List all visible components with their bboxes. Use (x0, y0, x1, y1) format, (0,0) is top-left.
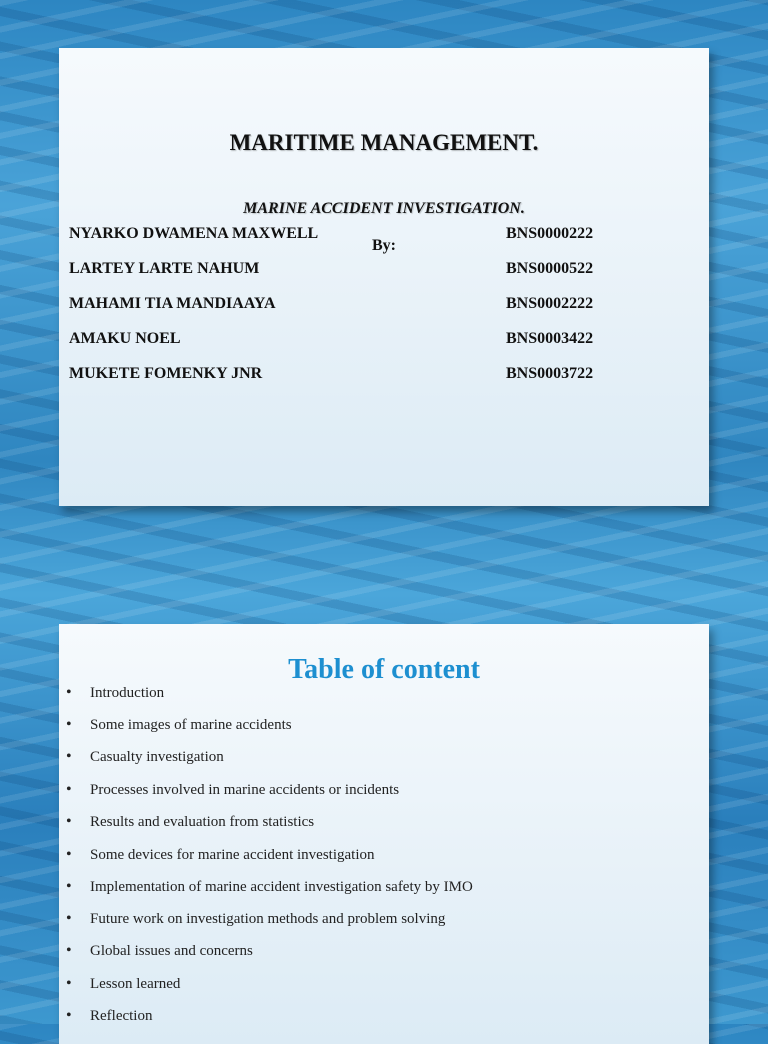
bullet-icon: • (66, 942, 72, 959)
toc-item-label: Global issues and concerns (90, 943, 253, 959)
bullet-icon: • (66, 781, 72, 798)
table-of-content-slide (59, 624, 709, 1044)
bullet-icon: • (66, 878, 72, 895)
author-id: BNS0000522 (506, 260, 594, 277)
author-id: BNS0000222 (506, 225, 594, 242)
slide-title: MARITIME MANAGEMENT. (229, 130, 539, 155)
author-id: BNS0002222 (506, 295, 594, 312)
author-name: AMAKU NOEL (69, 330, 181, 347)
toc-item-label: Some images of marine accidents (90, 717, 292, 733)
toc-item-label: Some devices for marine accident investigation (90, 847, 375, 863)
title-slide (59, 48, 709, 506)
slide-subtitle: MARINE ACCIDENT INVESTIGATION. (243, 200, 525, 217)
bullet-icon: • (66, 910, 72, 927)
author-id: BNS0003422 (506, 330, 594, 347)
toc-item-label: Future work on investigation methods and problem solving (90, 911, 446, 927)
toc-item-label: Implementation of marine accident investigation safety by IMO (90, 879, 473, 895)
by-label: By: (372, 237, 396, 254)
author-name: LARTEY LARTE NAHUM (69, 260, 260, 277)
bullet-icon: • (66, 813, 72, 830)
toc-item-label: Processes involved in marine accidents or incidents (90, 782, 400, 798)
toc-item-label: Introduction (90, 685, 165, 701)
toc-item-label: Results and evaluation from statistics (90, 814, 315, 830)
bullet-icon: • (66, 846, 72, 863)
bullet-icon: • (66, 748, 72, 765)
bullet-icon: • (66, 684, 72, 701)
bullet-icon: • (66, 975, 72, 992)
author-name: NYARKO DWAMENA MAXWELL (69, 225, 319, 242)
toc-item-label: Lesson learned (90, 976, 181, 992)
toc-item-label: Casualty investigation (90, 749, 224, 765)
bullet-icon: • (66, 716, 72, 733)
author-name: MAHAMI TIA MANDIAAYA (69, 295, 276, 312)
author-id: BNS0003722 (506, 365, 594, 382)
toc-item-label: Reflection (90, 1008, 153, 1024)
bullet-icon: • (66, 1007, 72, 1024)
toc-title: Table of content (288, 654, 480, 685)
author-name: MUKETE FOMENKY JNR (69, 365, 263, 382)
